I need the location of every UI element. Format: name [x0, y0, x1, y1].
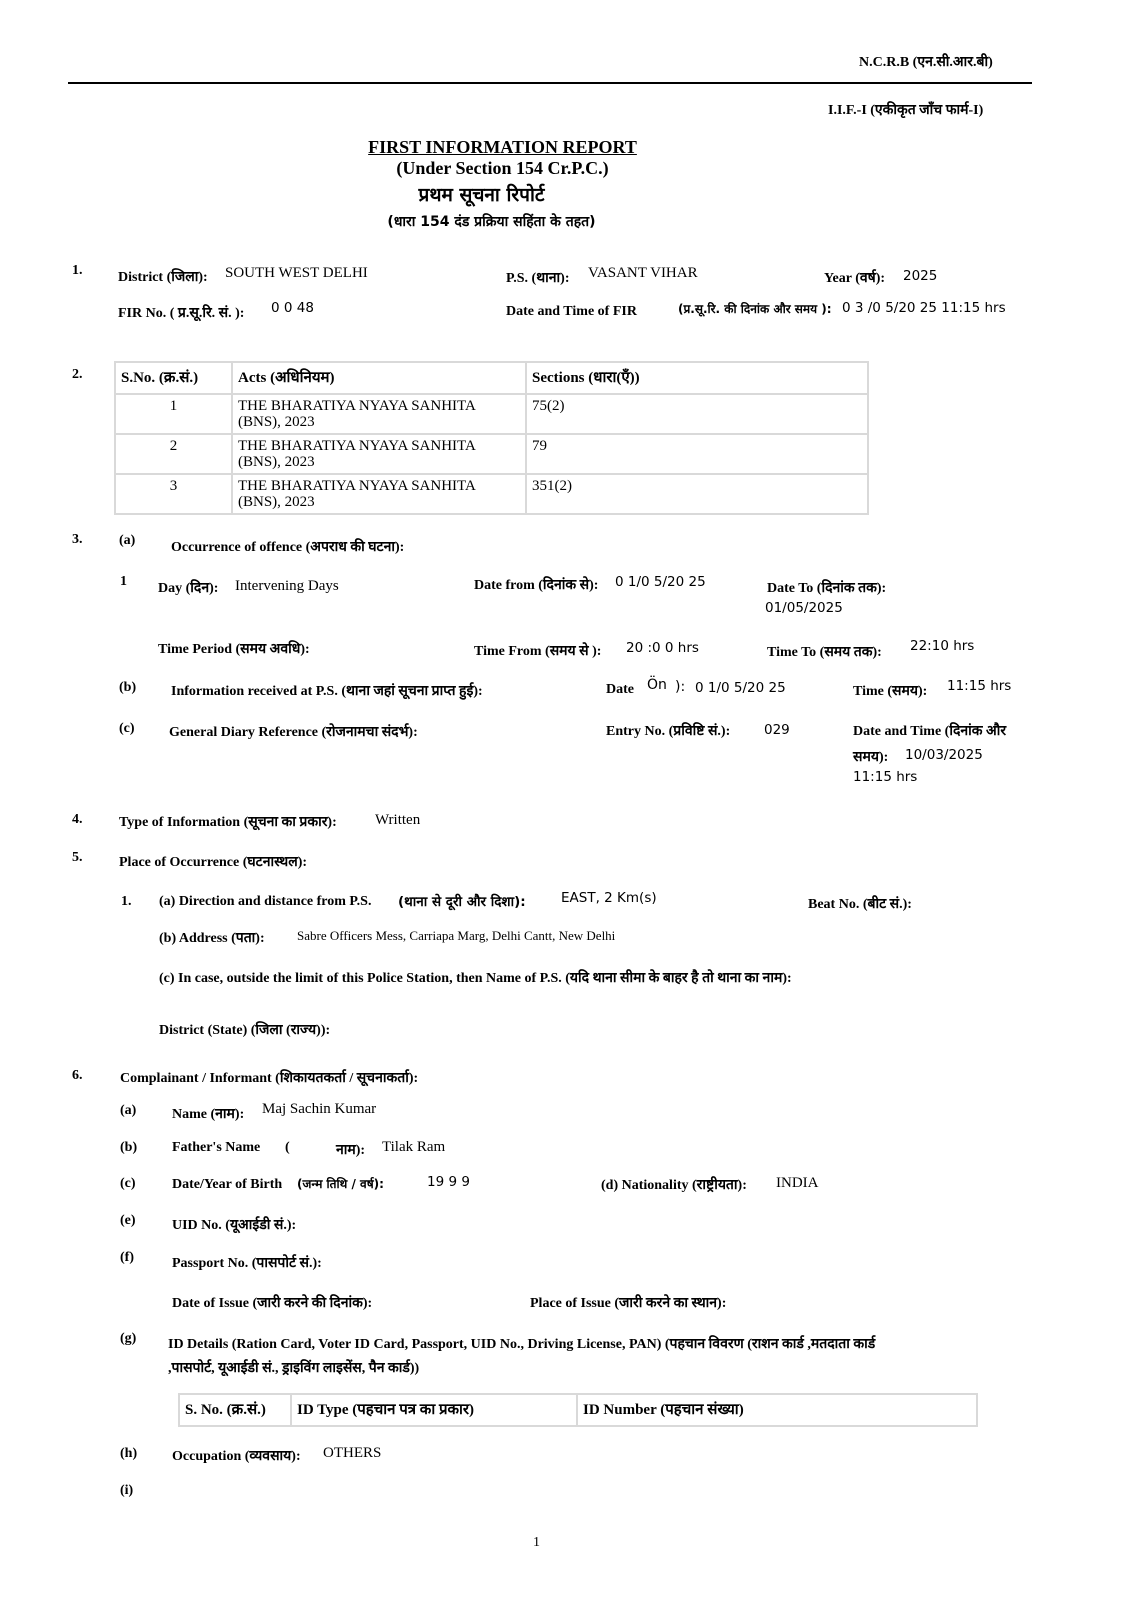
info-type-label: Type of Information (सूचना का प्रकार): — [119, 815, 337, 830]
page-number: 1 — [533, 1535, 540, 1550]
id-header-number: ID Number (पहचान संख्या) — [577, 1394, 977, 1426]
act-name: THE BHARATIYA NYAYA SANHITA (BNS), 2023 — [232, 434, 526, 474]
name-label: Name (नाम): — [172, 1107, 245, 1122]
table-row — [115, 434, 868, 474]
district-state-label: District (State) (जिला (राज्य)): — [159, 1023, 331, 1038]
time-period-label: Time Period (समय अवधि): — [158, 642, 310, 657]
day-label: Day (दिन): — [158, 581, 219, 596]
time-to-label: Time To (समय तक): — [767, 645, 882, 660]
ps-label: P.S. (थाना): — [506, 271, 570, 286]
year-value: 2025 — [903, 268, 938, 284]
fir-value: 0 0 48 — [271, 300, 314, 316]
uid-label: UID No. (यूआईडी सं.): — [172, 1218, 297, 1233]
place-index: 1. — [121, 894, 132, 909]
occurrence-label: Occurrence of offence (अपराध की घटना): — [171, 540, 405, 555]
district-label: District (जिला): — [118, 270, 208, 285]
acts-table — [114, 361, 869, 515]
report-subtitle: (Under Section 154 Cr.P.C.) — [396, 158, 609, 178]
marker-i: (i) — [120, 1483, 134, 1498]
entry-no-value: 029 — [764, 722, 790, 738]
gd-datetime-value-2: 11:15 hrs — [853, 769, 918, 785]
header-rule — [68, 82, 1032, 84]
ps-value: VASANT VIHAR — [588, 265, 698, 281]
occurrence-index: 1 — [120, 574, 127, 589]
info-type-value: Written — [375, 812, 421, 828]
occupation-value: OTHERS — [323, 1445, 382, 1461]
place-of-occurrence-label: Place of Occurrence (घटनास्थल): — [119, 855, 308, 870]
dob-value: 19 9 9 — [427, 1174, 470, 1190]
fir-datetime-value: 0 3 /0 5/20 25 11:15 hrs — [842, 300, 1006, 316]
year-label: Year (वर्ष): — [824, 271, 886, 286]
gd-reference-label: General Diary Reference (रोजनामचा संदर्भ): — [169, 725, 418, 740]
act-section: 75(2) — [526, 394, 868, 434]
ncrb-header: N.C.R.B (एन.सी.आर.बी) — [859, 55, 993, 70]
time-from-label: Time From (समय से ): — [474, 644, 602, 659]
act-sno: 2 — [115, 434, 232, 474]
section-3a-marker: (a) — [119, 533, 136, 548]
acts-header-section: Sections (धारा(एँ)) — [526, 362, 868, 394]
report-subtitle-hindi: (धारा 154 दंड प्रक्रिया सहिंता के तहत) — [387, 214, 596, 230]
section-6-number: 6. — [72, 1068, 83, 1083]
id-details-label: ID Details (Ration Card, Voter ID Card, Passport, UID No., Driving License, PAN) (पहचान विवरण (राशन कार्ड ,मतदाता कार्ड — [168, 1337, 876, 1352]
fir-label: FIR No. ( प्र.सू.रि. सं. ): — [118, 306, 245, 321]
section-5-number: 5. — [72, 850, 83, 865]
act-sno: 1 — [115, 394, 232, 434]
section-2-number: 2. — [72, 367, 83, 382]
info-date-glyph: Ön — [647, 677, 667, 693]
outside-ps-label: (c) In case, outside the limit of this Police Station, then Name of P.S. (यदि थाना सीमा के बाहर है तो थाना का नाम): — [159, 971, 792, 986]
info-time-value: 11:15 hrs — [947, 678, 1012, 694]
acts-header-sno: S.No. (क्र.सं.) — [115, 362, 232, 394]
day-value: Intervening Days — [235, 578, 339, 594]
name-value: Maj Sachin Kumar — [262, 1101, 377, 1117]
act-section: 351(2) — [526, 474, 868, 514]
section-3-number: 3. — [72, 532, 83, 547]
act-name: THE BHARATIYA NYAYA SANHITA (BNS), 2023 — [232, 474, 526, 514]
gd-datetime-label-2: समय): — [853, 750, 889, 765]
beat-no-label: Beat No. (बीट सं.): — [808, 897, 912, 912]
entry-no-label: Entry No. (प्रविष्टि सं.): — [606, 724, 731, 739]
father-name-value: Tilak Ram — [382, 1139, 446, 1155]
time-from-value: 20 :0 0 hrs — [626, 640, 699, 656]
marker-f: (f) — [120, 1250, 134, 1265]
dob-hindi-label: (जन्म तिथि / वर्ष): — [297, 1177, 384, 1191]
id-header-sno: S. No. (क्र.सं.) — [179, 1394, 291, 1426]
father-name-label: Father's Name — [172, 1140, 261, 1155]
district-value: SOUTH WEST DELHI — [225, 265, 368, 281]
dob-label: Date/Year of Birth — [172, 1177, 283, 1192]
nationality-label: (d) Nationality (राष्ट्रीयता): — [601, 1178, 747, 1193]
section-3b-marker: (b) — [119, 680, 137, 695]
time-to-value: 22:10 hrs — [910, 638, 975, 654]
act-section: 79 — [526, 434, 868, 474]
marker-b: (b) — [120, 1140, 138, 1155]
marker-g: (g) — [120, 1331, 137, 1346]
address-value: Sabre Officers Mess, Carriapa Marg, Delhi Cantt, New Delhi — [297, 928, 616, 943]
place-of-issue-label: Place of Issue (जारी करने का स्थान): — [530, 1296, 727, 1311]
section-1-number: 1. — [72, 263, 83, 278]
occupation-label: Occupation (व्यवसाय): — [172, 1449, 301, 1464]
act-name: THE BHARATIYA NYAYA SANHITA (BNS), 2023 — [232, 394, 526, 434]
date-of-issue-label: Date of Issue (जारी करने की दिनांक): — [172, 1296, 373, 1311]
info-date-label: Date — [606, 682, 634, 697]
date-to-label: Date To (दिनांक तक): — [767, 581, 887, 596]
info-time-label: Time (समय): — [853, 684, 928, 699]
date-to-value: 01/05/2025 — [765, 600, 843, 616]
direction-hindi-label: (थाना से दूरी और दिशा): — [398, 894, 526, 910]
section-3c-marker: (c) — [119, 721, 135, 736]
table-row — [115, 474, 868, 514]
father-name-paren: ( — [285, 1140, 290, 1155]
form-code: I.I.F.-I (एकीकृत जाँच फार्म-I) — [828, 103, 984, 118]
fir-datetime-hindi: (प्र.सू.रि. की दिनांक और समय ): — [678, 302, 832, 316]
passport-label: Passport No. (पासपोर्ट सं.): — [172, 1256, 322, 1271]
father-name-hindi: नाम): — [336, 1143, 366, 1158]
id-header-type: ID Type (पहचान पत्र का प्रकार) — [291, 1394, 577, 1426]
table-row — [115, 394, 868, 434]
fir-datetime-label: Date and Time of FIR — [506, 304, 637, 319]
direction-value: EAST, 2 Km(s) — [561, 890, 657, 906]
marker-h: (h) — [120, 1446, 138, 1461]
section-4-number: 4. — [72, 812, 83, 827]
address-label: (b) Address (पता): — [159, 931, 265, 946]
report-title-hindi: प्रथम सूचना रिपोर्ट — [418, 184, 545, 206]
info-date-value: 0 1/0 5/20 25 — [695, 680, 786, 696]
gd-datetime-label: Date and Time (दिनांक और — [853, 724, 1007, 739]
gd-datetime-value: 10/03/2025 — [905, 747, 983, 763]
info-received-label: Information received at P.S. (थाना जहां सूचना प्राप्त हुई): — [171, 684, 483, 699]
report-title: FIRST INFORMATION REPORT — [368, 137, 637, 157]
direction-label: (a) Direction and distance from P.S. — [159, 894, 372, 909]
id-details-table — [178, 1393, 978, 1427]
marker-c: (c) — [120, 1176, 136, 1191]
date-from-label: Date from (दिनांक से): — [474, 578, 599, 593]
marker-e: (e) — [120, 1213, 136, 1228]
acts-header-act: Acts (अधिनियम) — [232, 362, 526, 394]
act-sno: 3 — [115, 474, 232, 514]
nationality-value: INDIA — [776, 1175, 819, 1191]
marker-a: (a) — [120, 1103, 137, 1118]
date-from-value: 0 1/0 5/20 25 — [615, 574, 706, 590]
complainant-label: Complainant / Informant (शिकायतकर्ता / सूचनाकर्ता): — [120, 1071, 419, 1086]
id-details-label-2: ,पासपोर्ट, यूआईडी सं., ड्राइविंग लाइसेंस, पैन कार्ड)) — [168, 1361, 420, 1376]
